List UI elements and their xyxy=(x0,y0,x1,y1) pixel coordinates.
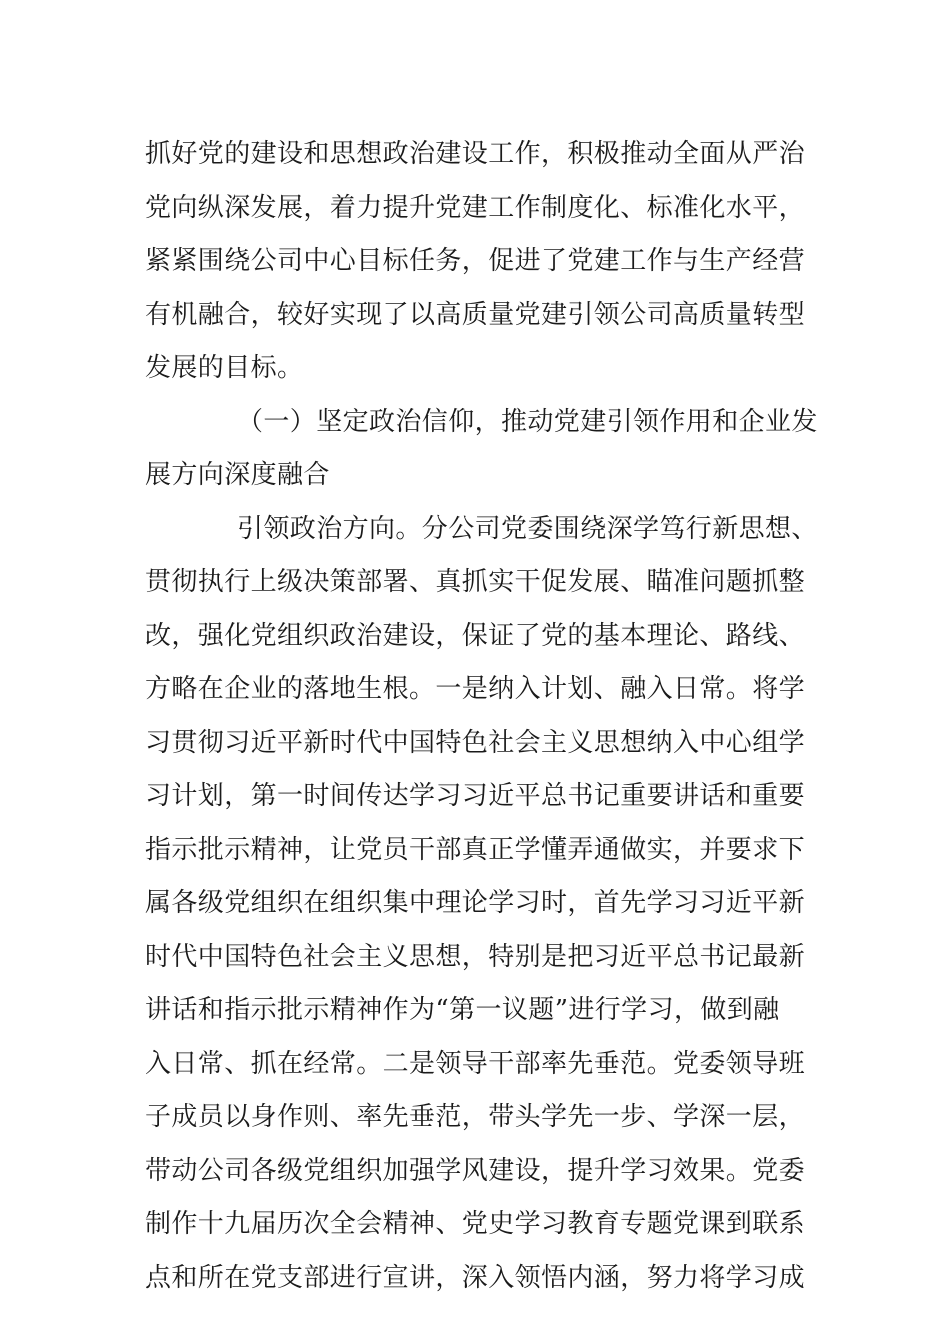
text-line: 讲话和指示批示精神作为“第一议题”进行学习，做到融 xyxy=(145,995,780,1025)
text-line: 时代中国特色社会主义思想，特别是把习近平总书记最新 xyxy=(145,941,806,972)
text-line: 有机融合，较好实现了以高质量党建引领公司高质量转型 xyxy=(145,299,806,330)
section-heading-line: （一）坚定政治信仰，推动党建引领作用和企业发 xyxy=(237,406,818,437)
text-line: 点和所在党支部进行宣讲，深入领悟内涵，努力将学习成 xyxy=(145,1262,806,1293)
text-line: 带动公司各级党组织加强学风建设，提升学习效果。党委 xyxy=(145,1155,806,1186)
section-heading-line: 展方向深度融合 xyxy=(145,460,330,490)
text-line: 入日常、抓在经常。二是领导干部率先垂范。党委领导班 xyxy=(145,1048,806,1079)
text-line: 发展的目标。 xyxy=(145,353,304,383)
text-line: 习计划，第一时间传达学习习近平总书记重要讲话和重要 xyxy=(145,781,806,811)
document-body xyxy=(145,128,818,1305)
text-line: 习贯彻习近平新时代中国特色社会主义思想纳入中心组学 xyxy=(145,727,806,758)
text-line: 属各级党组织在组织集中理论学习时，首先学习习近平新 xyxy=(145,888,806,918)
paragraph-first-line: 引领政治方向。分公司党委围绕深学笃行新思想、 xyxy=(237,513,818,544)
text-line: 方略在企业的落地生根。一是纳入计划、融入日常。将学 xyxy=(145,674,806,704)
text-line: 改，强化党组织政治建设，保证了党的基本理论、路线、 xyxy=(145,620,806,651)
text-line: 贯彻执行上级决策部署、真抓实干促发展、瞄准问题抓整 xyxy=(145,567,806,597)
text-line: 制作十九届历次全会精神、党史学习教育专题党课到联系 xyxy=(145,1209,806,1239)
text-line: 抓好党的建设和思想政治建设工作，积极推动全面从严治 xyxy=(145,139,806,169)
text-line: 子成员以身作则、率先垂范，带头学先一步、学深一层， xyxy=(145,1102,806,1132)
text-line: 紧紧围绕公司中心目标任务，促进了党建工作与生产经营 xyxy=(145,246,806,276)
text-line: 指示批示精神，让党员干部真正学懂弄通做实，并要求下 xyxy=(145,834,806,865)
text-line: 党向纵深发展，着力提升党建工作制度化、标准化水平， xyxy=(145,192,806,223)
